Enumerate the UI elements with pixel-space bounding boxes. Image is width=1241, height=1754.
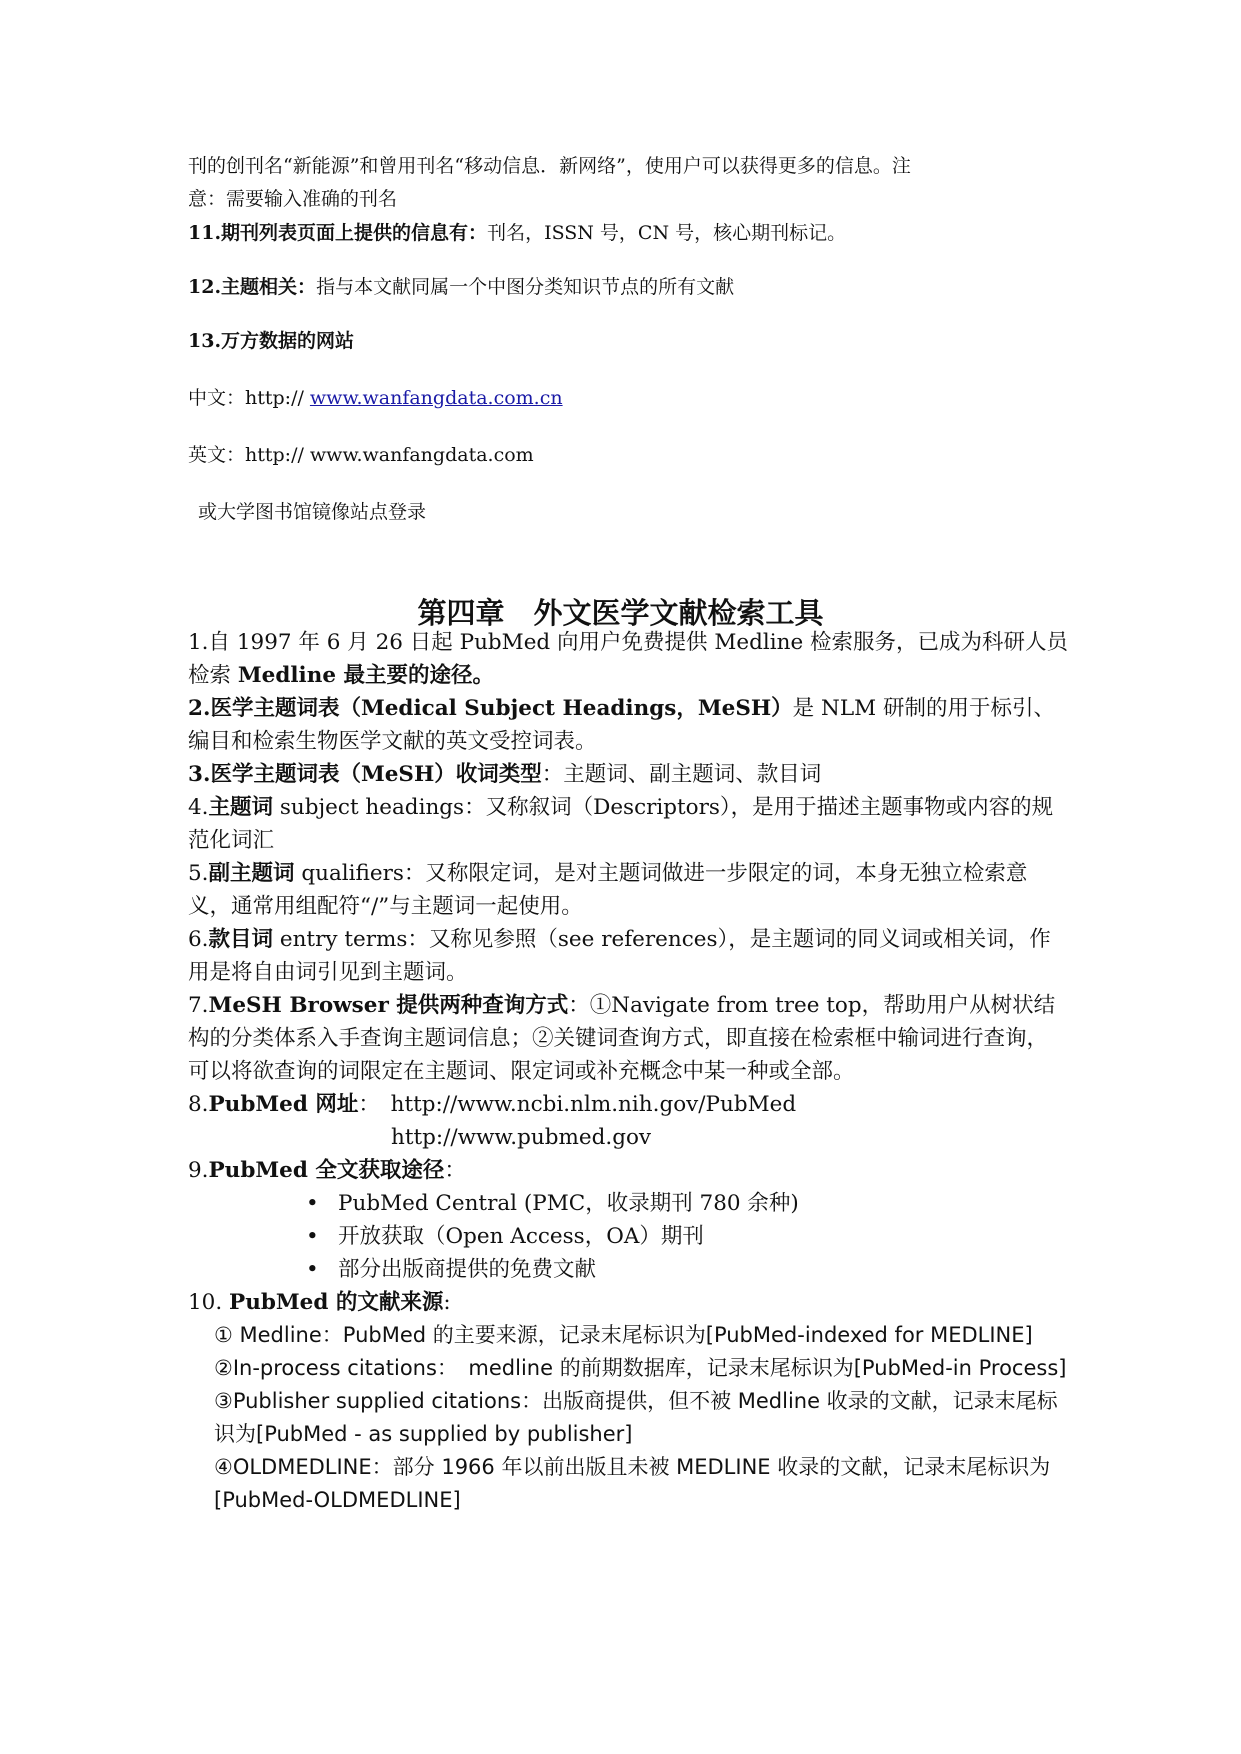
fulltext-routes-list [188,1187,1068,1286]
point-5-num: 5. [188,861,209,886]
point-6 [188,923,1068,989]
point-8-sep: ： [358,1092,391,1117]
site-chinese-label: 中文：http:// [188,387,310,409]
item-11-text: 刊名，ISSN 号，CN 号，核心期刊标记。 [487,222,847,244]
point-7-num: 7. [188,993,209,1018]
site-english: 英文：http:// www.wanfangdata.com [188,444,534,466]
source-in-process: ②In-process citations： medline 的前期数据库，记录末尾标识为[PubMed-in Process] [214,1356,1067,1380]
source-publisher: ③Publisher supplied citations：出版商提供，但不被 Medline 收录的文献，记录末尾标识为[PubMed - as supplied by publisher] [214,1389,1058,1446]
point-5-bold: 副主题词 [208,861,295,886]
point-1-bold: Medline 最主要的途径。 [237,663,494,688]
point-2-text: 是 NLM 研制的用于标引、编目和检索生物医学文献的英文受控词表。 [188,696,1055,754]
point-7-text: ：①Navigate from tree top，帮助用户从树状结构的分类体系入手查询主题词信息；②关键词查询方式，即直接在检索框中输词进行查询，可以将欲查询的词限定在主题词、限定词或补充概念中某一种或全部。 [188,993,1056,1084]
point-7 [188,989,1068,1088]
point-9-num: 9. [188,1158,209,1183]
source-oldmedline: ④OLDMEDLINE：部分 1966 年以前出版且未被 MEDLINE 收录的文献，记录末尾标识为[PubMed-OLDMEDLINE] [214,1455,1051,1512]
intro-paragraph [188,150,1068,216]
point-9-sep: ： [444,1158,466,1183]
point-1 [188,626,1068,692]
point-5 [188,857,1068,923]
point-8-bold: PubMed 网址 [208,1092,359,1117]
point-1-text: 1.自 1997 年 6 月 26 日起 PubMed 向用户免费提供 Medline 检索服务，已成为科研人员检索 [188,630,1069,688]
item-12-label: 12.主题相关： [188,276,317,298]
item-12-text: 指与本文献同属一个中图分类知识节点的所有文献 [316,276,735,298]
point-9 [188,1154,1068,1187]
pubmed-url-2[interactable]: http://www.pubmed.gov [391,1125,652,1150]
point-6-text: entry terms：又称见参照（see references），是主题词的同义词或相关词，作用是将自由词引见到主题词。 [188,927,1051,985]
source-medline: ① Medline：PubMed 的主要来源，记录末尾标识为[PubMed-indexed for MEDLINE] [214,1323,1033,1347]
section-chapter4 [188,626,1068,1517]
point-4 [188,791,1068,857]
list-item: • 部分出版商提供的免费文献 [298,1253,1068,1286]
point-3-text: ：主题词、副主题词、款目词 [541,762,822,787]
item-12 [188,272,734,299]
intro-line-1: 刊的创刊名“新能源”和曾用刊名“移动信息．新网络”，使用户可以获得更多的信息。注 [188,155,911,177]
point-10-bold: PubMed 的文献来源 [229,1290,444,1315]
point-4-num: 4. [188,795,209,820]
point-4-text: subject headings：又称叙词（Descriptors），是用于描述主题事物或内容的规范化词汇 [188,795,1054,853]
item-13: 13.万方数据的网站 [188,330,355,352]
point-10-num: 10. [188,1290,230,1315]
chapter-title: 第四章 外文医学文献检索工具 [417,596,824,631]
point-7-bold: MeSH Browser 提供两种查询方式 [208,993,569,1018]
wanfang-cn-link[interactable]: www.wanfangdata.com.cn [309,387,563,409]
mirror-note: 或大学图书馆镜像站点登录 [198,501,427,523]
point-3 [188,758,1068,791]
point-5-text: qualifiers：又称限定词，是对主题词做进一步限定的词，本身无独立检索意义，通常用组配符“/”与主题词一起使用。 [188,861,1028,919]
pubmed-url-1[interactable]: http://www.ncbi.nlm.nih.gov/PubMed [390,1092,797,1117]
point-6-num: 6. [188,927,209,952]
point-8-line-2 [188,1121,1068,1154]
point-4-bold: 主题词 [208,795,274,820]
intro-line-2: 意：需要输入准确的刊名 [188,188,398,210]
point-6-bold: 款目词 [208,927,274,952]
point-3-bold: 3.医学主题词表（MeSH）收词类型 [188,762,542,787]
item-11 [188,218,846,245]
list-item: • 开放获取（Open Access，OA）期刊 [298,1220,1068,1253]
point-9-bold: PubMed 全文获取途径 [208,1158,445,1183]
point-10-sep: : [443,1290,451,1315]
point-10 [188,1286,1068,1319]
list-item: • PubMed Central (PMC，收录期刊 780 余种) [298,1187,1068,1220]
item-11-label: 11.期刊列表页面上提供的信息有： [188,222,488,244]
point-8 [188,1088,1068,1121]
point-8-num: 8. [188,1092,209,1117]
point-2-bold: 2.医学主题词表（Medical Subject Headings，MeSH） [188,696,793,721]
site-chinese [188,383,563,410]
section-wanfang [188,150,1068,523]
point-2 [188,692,1068,758]
